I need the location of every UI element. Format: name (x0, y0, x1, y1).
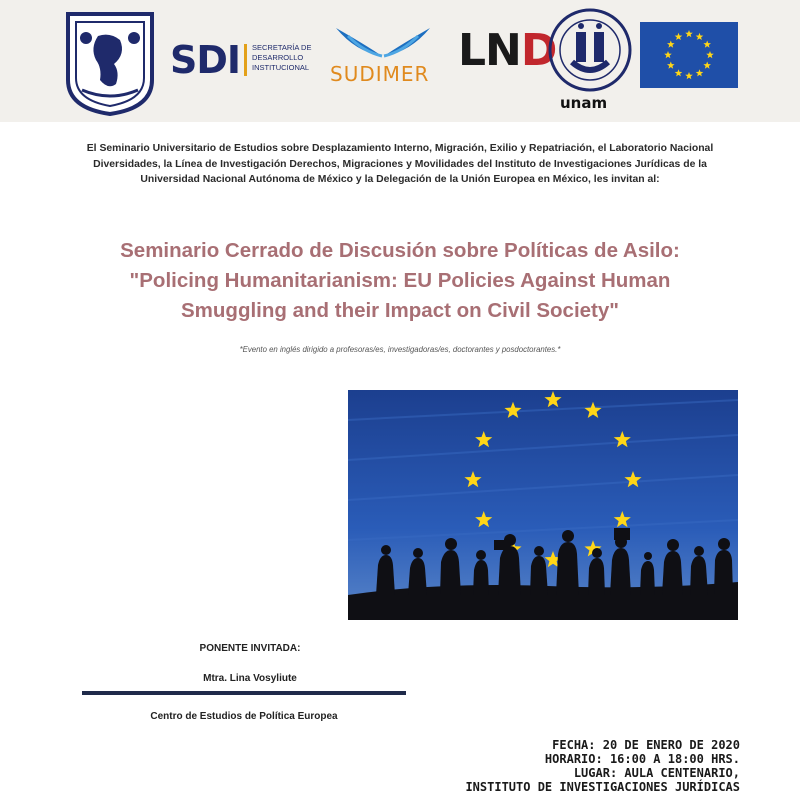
sudimer-logo (326, 22, 441, 88)
speaker-name: Mtra. Lina Vosyliute (203, 673, 297, 684)
event-place: LUGAR: AULA CENTENARIO, (573, 766, 740, 780)
invitation-intro: El Seminario Universitario de Estudios sobre Desplazamiento Interno, Migración, Exilio y Repatriación, el Laboratorio Nacional Diversidades, la Línea de Investigación Derechos, Migraciones y Movilidades del Instituto de Investigaciones Jurídicas de la Universidad Nacional Autónoma de México y la Delegación de la Unión Europea en México, les invitan al: (86, 143, 714, 185)
iij-unam-word: unam (560, 94, 608, 112)
speaker-heading: PONENTE INVITADA: (199, 643, 301, 654)
sdi-logo (170, 38, 315, 82)
iij-emblem-icon (546, 6, 634, 94)
event-details (320, 738, 740, 794)
lnd-letter-d: D (520, 25, 557, 76)
speaker-divider (82, 691, 406, 695)
seminar-title-line-2: "Policing Humanitarianism: EU Policies Against Human (129, 269, 671, 292)
unam-seal-icon (60, 8, 160, 116)
seminar-title-line-1: Seminario Cerrado de Discusión sobre Políticas de Asilo: (120, 239, 680, 262)
event-time: HORARIO: 16:00 A 18:00 HRS. (544, 752, 740, 766)
speaker-affiliation: Centro de Estudios de Política Europea (150, 711, 338, 722)
seminar-title (40, 236, 760, 326)
event-date: FECHA: 20 DE ENERO DE 2020 (552, 738, 740, 752)
lnd-logo (458, 26, 556, 76)
seminar-title-line-3: Smuggling and their Impact on Civil Society" (181, 299, 619, 322)
audience-note: *Evento en inglés dirigido a profesoras/es, investigadoras/es, doctorantes y posdoctorantes.* (239, 345, 561, 354)
eu-migrants-photo (348, 390, 738, 620)
sdi-divider (244, 44, 247, 76)
sudimer-wings-icon (326, 22, 441, 62)
lnd-letter-n: N (485, 25, 521, 76)
iij-logo (546, 6, 634, 118)
logo-band (0, 0, 800, 122)
lnd-letter-l: L (458, 25, 486, 76)
event-institute: INSTITUTO DE INVESTIGACIONES JURÍDICAS (465, 780, 740, 794)
sdi-mark: SDI (170, 38, 241, 82)
sdi-text: SECRETARÍA DE DESARROLLO INSTITUCIONAL (252, 43, 312, 72)
sudimer-wordmark: SUDIMER (330, 62, 430, 86)
eu-flag-icon (640, 22, 738, 88)
